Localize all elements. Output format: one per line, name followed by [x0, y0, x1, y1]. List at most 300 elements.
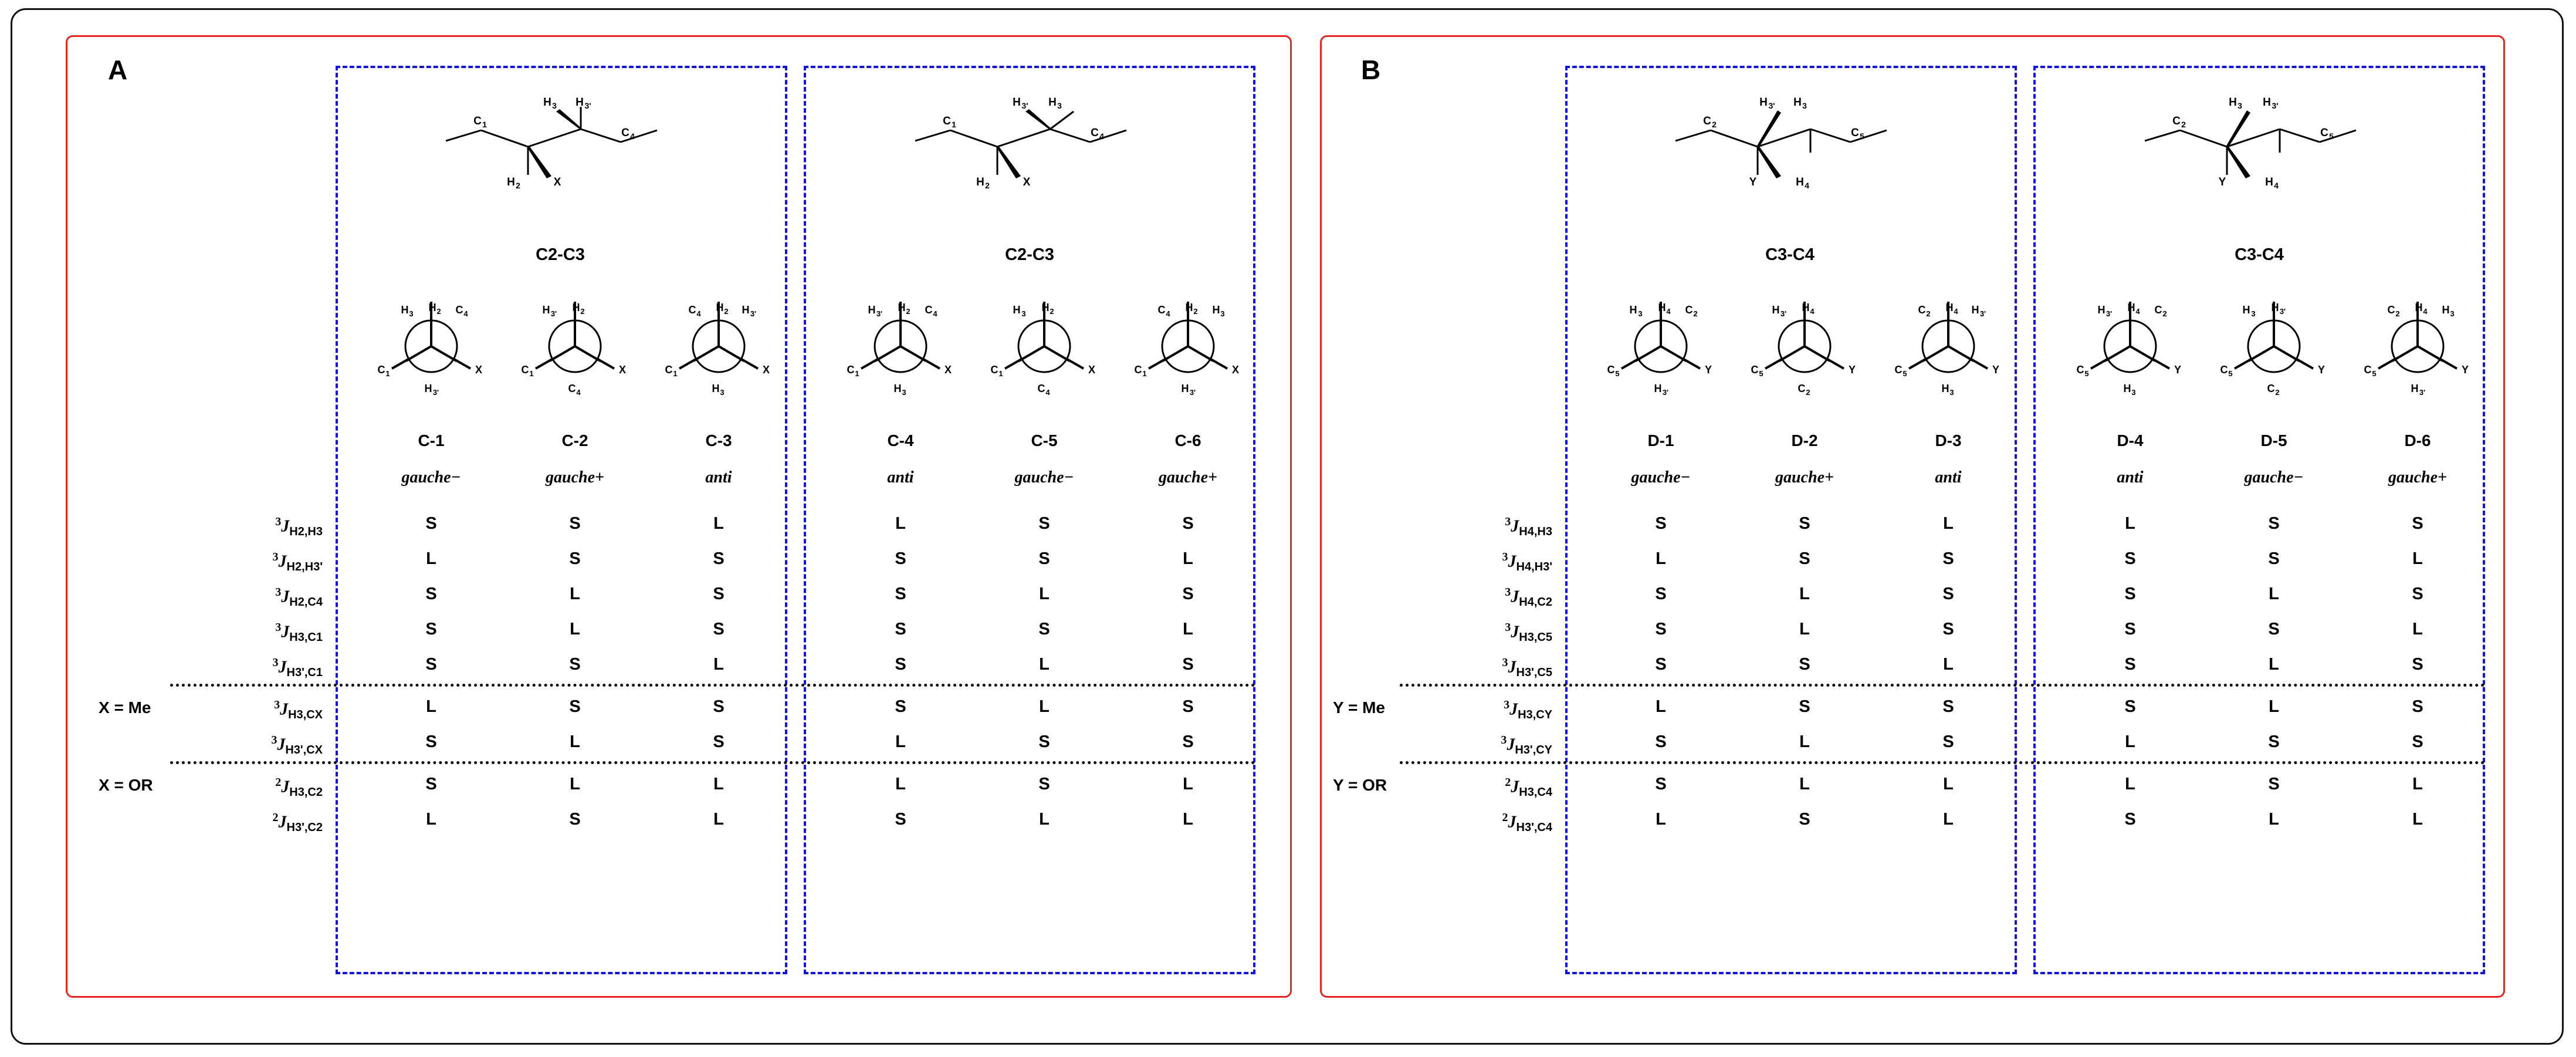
conformer-label-c-4: anti	[887, 468, 914, 487]
svg-text:4: 4	[1810, 307, 1815, 316]
svg-text:C: C	[1798, 383, 1806, 394]
cell-b-r3-c4: S	[2268, 620, 2280, 639]
column-header-d-6: D-6	[2404, 431, 2431, 450]
svg-text:3: 3	[2251, 309, 2256, 318]
svg-text:C: C	[1685, 304, 1693, 316]
column-header-c-3: C-3	[705, 431, 732, 450]
cell-b-r3-c1: L	[1799, 620, 1810, 639]
cell-b-r4-c4: L	[2269, 655, 2279, 674]
cell-b-r3-c3: S	[2124, 620, 2136, 639]
separator-a-2	[170, 761, 1255, 764]
svg-text:3: 3	[2238, 101, 2242, 110]
svg-text:2: 2	[1806, 388, 1810, 397]
svg-text:3: 3	[720, 388, 725, 397]
svg-text:1: 1	[855, 369, 859, 378]
cell-b-r5-c4: L	[2269, 697, 2279, 716]
conformer-label-c-6: gauche+	[1159, 468, 1217, 487]
row-label-a-0: $^3J_{H2,H3}$	[275, 515, 323, 538]
svg-text:H: H	[2442, 304, 2450, 316]
svg-text:C: C	[2154, 304, 2162, 316]
newman-projection-d-4	[2063, 293, 2198, 399]
cell-b-r3-c2: S	[1942, 620, 1954, 639]
cell-a-r7-c4: S	[1038, 775, 1050, 793]
svg-text:4: 4	[933, 309, 937, 318]
row-label-a-8: $^2J_{H3',C2}$	[272, 811, 323, 834]
svg-text:H: H	[716, 302, 724, 313]
svg-text:H: H	[1802, 302, 1810, 313]
conformer-label-d-4: anti	[2117, 468, 2144, 487]
cell-b-r0-c1: S	[1799, 514, 1810, 533]
cell-a-r6-c4: S	[1038, 732, 1050, 751]
svg-text:C: C	[847, 364, 855, 376]
svg-text:H: H	[1629, 304, 1637, 316]
svg-text:H: H	[1658, 302, 1666, 313]
svg-text:2: 2	[1712, 120, 1717, 129]
cell-a-r8-c0: L	[426, 810, 436, 829]
svg-text:2: 2	[1050, 307, 1054, 316]
svg-text:3': 3'	[1979, 309, 1986, 318]
separator-b-2	[1400, 761, 2485, 764]
svg-text:1: 1	[482, 120, 487, 129]
cell-a-r4-c3: S	[895, 655, 906, 674]
svg-text:H: H	[1793, 96, 1802, 109]
cell-b-r8-c3: S	[2124, 810, 2136, 829]
svg-text:H: H	[898, 302, 906, 313]
svg-text:2: 2	[906, 307, 910, 316]
cell-a-r5-c4: L	[1039, 697, 1050, 716]
svg-text:3: 3	[552, 101, 557, 110]
svg-text:Y: Y	[2174, 364, 2182, 376]
svg-text:C: C	[1037, 383, 1045, 394]
svg-text:C: C	[688, 304, 696, 316]
cell-b-r2-c2: S	[1942, 585, 1954, 603]
cell-a-r3-c0: S	[425, 620, 437, 639]
cell-b-r7-c2: L	[1943, 775, 1954, 793]
svg-text:H: H	[2097, 304, 2106, 316]
svg-text:3: 3	[2131, 388, 2136, 397]
svg-text:3: 3	[1220, 309, 1225, 318]
cell-b-r1-c3: S	[2124, 549, 2136, 568]
cell-a-r8-c5: L	[1183, 810, 1193, 829]
svg-text:Y: Y	[2461, 364, 2469, 376]
svg-text:H: H	[2415, 302, 2423, 313]
conformer-label-d-1: gauche−	[1631, 468, 1691, 487]
svg-text:H: H	[1796, 176, 1804, 188]
svg-text:Y: Y	[1749, 176, 1757, 188]
svg-text:C: C	[1703, 115, 1711, 127]
svg-text:4: 4	[1666, 307, 1671, 316]
cell-b-r5-c5: S	[2412, 697, 2423, 716]
row-label-a-5: $^3J_{H3,CX}$	[274, 698, 323, 721]
newman-projection-d-3	[1881, 293, 2016, 399]
cell-b-r1-c2: S	[1942, 549, 1954, 568]
svg-text:C: C	[2320, 127, 2328, 139]
svg-text:H: H	[2229, 96, 2237, 109]
cell-b-r4-c0: S	[1655, 655, 1667, 674]
cell-b-r2-c3: S	[2124, 585, 2136, 603]
svg-text:X: X	[475, 364, 483, 376]
svg-text:H: H	[428, 302, 436, 313]
column-header-d-4: D-4	[2117, 431, 2144, 450]
conformer-label-d-6: gauche+	[2388, 468, 2447, 487]
row-label-a-6: $^3J_{H3',CX}$	[271, 734, 323, 757]
cell-a-r8-c3: S	[895, 810, 906, 829]
svg-text:2: 2	[1926, 309, 1931, 318]
svg-text:4: 4	[576, 388, 581, 397]
svg-text:H: H	[2265, 176, 2273, 188]
cell-a-r3-c2: S	[713, 620, 725, 639]
row-label-b-2: $^3J_{H4,C2}$	[1505, 586, 1552, 609]
bond-label-b2: C3-C4	[2235, 245, 2284, 264]
cell-b-r6-c5: S	[2412, 732, 2423, 751]
cell-b-r7-c1: L	[1799, 775, 1810, 793]
svg-text:4: 4	[1166, 309, 1170, 318]
svg-text:Y: Y	[1704, 364, 1712, 376]
cell-b-r4-c3: S	[2124, 655, 2136, 674]
svg-text:C: C	[2267, 383, 2275, 394]
cell-b-r0-c4: S	[2268, 514, 2280, 533]
svg-text:2: 2	[1693, 309, 1698, 318]
cell-a-r7-c5: L	[1183, 775, 1193, 793]
svg-text:H: H	[1772, 304, 1780, 316]
svg-text:3': 3'	[2419, 388, 2426, 397]
cell-a-r2-c5: S	[1182, 585, 1194, 603]
svg-text:H: H	[507, 176, 515, 188]
svg-text:3': 3'	[750, 309, 757, 318]
cell-a-r4-c4: L	[1039, 655, 1050, 674]
cell-a-r2-c4: L	[1039, 585, 1050, 603]
svg-text:C: C	[2076, 364, 2084, 376]
conformer-label-c-2: gauche+	[546, 468, 604, 487]
cell-b-r7-c5: L	[2412, 775, 2423, 793]
cell-b-r2-c1: L	[1799, 585, 1810, 603]
svg-text:C: C	[2220, 364, 2228, 376]
group-label-b-me: Y = Me	[1333, 698, 1385, 717]
cell-b-r5-c3: S	[2124, 697, 2136, 716]
cell-a-r3-c4: S	[1038, 620, 1050, 639]
svg-text:C: C	[621, 127, 629, 139]
svg-text:C: C	[1751, 364, 1759, 376]
svg-text:5: 5	[1759, 369, 1763, 378]
svg-text:C: C	[2172, 115, 2181, 127]
svg-text:4: 4	[1045, 388, 1050, 397]
svg-text:H: H	[1013, 304, 1021, 316]
svg-text:C: C	[2387, 304, 2395, 316]
cell-a-r5-c1: S	[569, 697, 581, 716]
svg-text:H: H	[1941, 383, 1949, 394]
svg-text:3: 3	[902, 388, 906, 397]
group-label-b-or: Y = OR	[1333, 776, 1387, 794]
cell-a-r7-c0: S	[425, 775, 437, 793]
panel-b-letter: B	[1361, 55, 1381, 85]
svg-text:3': 3'	[1021, 101, 1028, 110]
cell-a-r8-c4: L	[1039, 810, 1050, 829]
column-header-c-4: C-4	[887, 431, 914, 450]
cell-b-r2-c5: S	[2412, 585, 2423, 603]
svg-text:C: C	[1134, 364, 1142, 376]
row-label-b-7: $^2J_{H3,C4}$	[1505, 776, 1552, 799]
cell-a-r1-c2: S	[713, 549, 725, 568]
panel-a-letter: A	[108, 55, 128, 85]
row-label-b-0: $^3J_{H4,H3}$	[1505, 515, 1552, 538]
svg-text:H: H	[1041, 302, 1050, 313]
row-label-b-3: $^3J_{H3,C5}$	[1505, 621, 1552, 644]
svg-text:C: C	[1607, 364, 1615, 376]
cell-a-r5-c2: S	[713, 697, 725, 716]
svg-text:5: 5	[1615, 369, 1620, 378]
svg-text:3: 3	[1057, 101, 1062, 110]
conformer-label-d-2: gauche+	[1775, 468, 1834, 487]
svg-text:2: 2	[2162, 309, 2167, 318]
svg-text:C: C	[521, 364, 529, 376]
cell-a-r3-c5: L	[1183, 620, 1193, 639]
svg-text:4: 4	[1954, 307, 1958, 316]
svg-text:H: H	[2411, 383, 2419, 394]
svg-text:3': 3'	[584, 101, 591, 110]
svg-text:H: H	[742, 304, 750, 316]
svg-text:3': 3'	[2279, 307, 2286, 316]
cell-b-r0-c0: S	[1655, 514, 1667, 533]
conformer-label-d-5: gauche−	[2244, 468, 2304, 487]
cell-b-r4-c5: S	[2412, 655, 2423, 674]
cell-b-r1-c5: L	[2412, 549, 2423, 568]
svg-text:H: H	[2242, 304, 2250, 316]
svg-text:H: H	[572, 302, 580, 313]
svg-text:2: 2	[2181, 120, 2186, 129]
svg-text:H: H	[868, 304, 876, 316]
cell-b-r2-c4: L	[2269, 585, 2279, 603]
newman-projection-c-6	[1121, 293, 1255, 399]
cell-b-r7-c0: S	[1655, 775, 1667, 793]
svg-text:X: X	[1023, 176, 1031, 188]
row-label-a-7: $^2J_{H3,C2}$	[275, 776, 323, 799]
svg-text:3: 3	[1021, 309, 1026, 318]
cell-a-r0-c2: L	[713, 514, 724, 533]
svg-text:4: 4	[2423, 307, 2428, 316]
cell-b-r0-c3: L	[2125, 514, 2135, 533]
svg-text:C: C	[2364, 364, 2372, 376]
svg-text:3': 3'	[2272, 101, 2279, 110]
svg-text:1: 1	[952, 120, 956, 129]
newman-projection-c-2	[507, 293, 642, 399]
newman-projection-d-5	[2206, 293, 2341, 399]
conformer-label-d-3: anti	[1935, 468, 1962, 487]
cell-b-r1-c4: S	[2268, 549, 2280, 568]
svg-text:1: 1	[385, 369, 390, 378]
cell-b-r7-c3: L	[2125, 775, 2135, 793]
row-label-b-8: $^2J_{H3',C4}$	[1502, 811, 1552, 834]
sawhorse-structure-b2	[2133, 88, 2385, 194]
cell-b-r5-c2: S	[1942, 697, 1954, 716]
newman-projection-d-2	[1737, 293, 1872, 399]
cell-a-r0-c5: S	[1182, 514, 1194, 533]
row-label-b-6: $^3J_{H3',CY}$	[1501, 734, 1552, 757]
svg-text:C: C	[1157, 304, 1166, 316]
svg-text:C: C	[1851, 127, 1859, 139]
cell-b-r0-c2: L	[1943, 514, 1954, 533]
svg-text:4: 4	[1805, 181, 1809, 190]
svg-text:4: 4	[1099, 131, 1104, 141]
newman-projection-c-5	[977, 293, 1112, 399]
cell-a-r0-c0: S	[425, 514, 437, 533]
svg-text:3': 3'	[1768, 101, 1775, 110]
row-label-a-3: $^3J_{H3,C1}$	[275, 621, 323, 644]
cell-b-r6-c2: S	[1942, 732, 1954, 751]
svg-text:3': 3'	[432, 388, 439, 397]
svg-text:H: H	[576, 96, 584, 109]
conformer-label-c-5: gauche−	[1014, 468, 1074, 487]
svg-text:4: 4	[630, 131, 635, 141]
svg-text:H: H	[1181, 383, 1189, 394]
cell-b-r5-c1: S	[1799, 697, 1810, 716]
row-label-b-1: $^3J_{H4,H3'}$	[1502, 551, 1552, 573]
column-header-c-6: C-6	[1174, 431, 1201, 450]
svg-text:2: 2	[2275, 388, 2280, 397]
svg-text:H: H	[1654, 383, 1662, 394]
svg-text:3': 3'	[550, 309, 557, 318]
column-header-c-5: C-5	[1031, 431, 1058, 450]
svg-text:H: H	[976, 176, 984, 188]
svg-text:H: H	[542, 304, 550, 316]
cell-b-r6-c0: S	[1655, 732, 1667, 751]
svg-text:C: C	[1918, 304, 1926, 316]
svg-text:X: X	[618, 364, 627, 376]
cell-a-r7-c1: L	[570, 775, 580, 793]
column-header-d-3: D-3	[1935, 431, 1962, 450]
svg-text:C: C	[925, 304, 933, 316]
cell-b-r7-c4: S	[2268, 775, 2280, 793]
svg-text:C: C	[1091, 127, 1099, 139]
cell-b-r3-c0: S	[1655, 620, 1667, 639]
svg-text:H: H	[401, 304, 409, 316]
cell-a-r6-c0: S	[425, 732, 437, 751]
cell-a-r6-c3: L	[895, 732, 906, 751]
svg-text:C: C	[665, 364, 673, 376]
svg-text:2: 2	[436, 307, 441, 316]
svg-text:3: 3	[1802, 101, 1807, 110]
svg-text:H: H	[1185, 302, 1193, 313]
svg-text:3': 3'	[2106, 309, 2113, 318]
svg-text:X: X	[1231, 364, 1240, 376]
svg-text:3': 3'	[876, 309, 883, 318]
svg-text:H: H	[893, 383, 902, 394]
cell-b-r8-c5: L	[2412, 810, 2423, 829]
cell-b-r3-c5: L	[2412, 620, 2423, 639]
svg-text:X: X	[944, 364, 952, 376]
svg-text:H: H	[1759, 96, 1768, 109]
newman-projection-c-1	[364, 293, 499, 399]
newman-projection-c-4	[833, 293, 968, 399]
svg-text:H: H	[712, 383, 720, 394]
cell-a-r6-c2: S	[713, 732, 725, 751]
column-header-d-1: D-1	[1647, 431, 1674, 450]
row-label-b-4: $^3J_{H3',C5}$	[1502, 656, 1552, 679]
svg-text:C: C	[1894, 364, 1903, 376]
cell-a-r8-c2: L	[713, 810, 724, 829]
cell-b-r1-c0: L	[1656, 549, 1666, 568]
svg-text:5: 5	[1903, 369, 1907, 378]
svg-text:5: 5	[2228, 369, 2233, 378]
svg-text:Y: Y	[2317, 364, 2325, 376]
svg-text:4: 4	[463, 309, 468, 318]
svg-text:4: 4	[696, 309, 701, 318]
svg-text:H: H	[1212, 304, 1220, 316]
row-label-a-2: $^3J_{H2,C4}$	[275, 586, 323, 609]
svg-text:H: H	[2271, 302, 2279, 313]
row-label-a-1: $^3J_{H2,H3'}$	[272, 551, 323, 573]
svg-text:5: 5	[2372, 369, 2377, 378]
cell-a-r4-c5: S	[1182, 655, 1194, 674]
svg-text:3': 3'	[1780, 309, 1787, 318]
svg-text:4: 4	[2274, 181, 2279, 190]
svg-text:H: H	[1013, 96, 1021, 109]
cell-b-r4-c2: L	[1943, 655, 1954, 674]
svg-text:C: C	[568, 383, 576, 394]
svg-text:3: 3	[409, 309, 414, 318]
svg-text:Y: Y	[1992, 364, 2000, 376]
svg-text:H: H	[1945, 302, 1954, 313]
cell-b-r2-c0: S	[1655, 585, 1667, 603]
svg-text:3': 3'	[1189, 388, 1196, 397]
conformer-label-c-3: anti	[705, 468, 732, 487]
svg-text:1: 1	[673, 369, 678, 378]
cell-a-r2-c1: L	[570, 585, 580, 603]
svg-text:H: H	[424, 383, 432, 394]
separator-a-1	[170, 684, 1255, 687]
svg-text:5: 5	[2084, 369, 2089, 378]
group-label-a-me: X = Me	[99, 698, 151, 717]
cell-a-r4-c2: L	[713, 655, 724, 674]
svg-text:2: 2	[985, 181, 990, 190]
cell-a-r2-c2: S	[713, 585, 725, 603]
group-label-a-or: X = OR	[99, 776, 153, 794]
column-header-d-2: D-2	[1791, 431, 1818, 450]
svg-text:1: 1	[1142, 369, 1147, 378]
svg-text:H: H	[2263, 96, 2271, 109]
svg-text:5: 5	[1860, 131, 1864, 141]
svg-text:X: X	[1088, 364, 1096, 376]
sawhorse-structure-a1	[434, 88, 686, 194]
cell-b-r8-c2: L	[1943, 810, 1954, 829]
svg-text:C: C	[943, 115, 951, 127]
bond-label-a2: C2-C3	[1005, 245, 1054, 264]
svg-text:2: 2	[516, 181, 520, 190]
cell-a-r8-c1: S	[569, 810, 581, 829]
row-label-b-5: $^3J_{H3,CY}$	[1504, 698, 1552, 721]
svg-text:H: H	[543, 96, 551, 109]
svg-text:Y: Y	[2218, 176, 2226, 188]
cell-b-r5-c0: L	[1656, 697, 1666, 716]
cell-a-r5-c5: S	[1182, 697, 1194, 716]
cell-a-r7-c3: L	[895, 775, 906, 793]
svg-text:C: C	[455, 304, 463, 316]
svg-text:C: C	[990, 364, 998, 376]
svg-text:H: H	[2123, 383, 2131, 394]
svg-text:X: X	[553, 176, 561, 188]
newman-projection-d-1	[1593, 293, 1728, 399]
cell-b-r6-c1: L	[1799, 732, 1810, 751]
cell-b-r1-c1: S	[1799, 549, 1810, 568]
svg-text:4: 4	[2135, 307, 2140, 316]
cell-b-r6-c4: S	[2268, 732, 2280, 751]
cell-a-r1-c4: S	[1038, 549, 1050, 568]
cell-b-r8-c4: L	[2269, 810, 2279, 829]
svg-text:3: 3	[1638, 309, 1643, 318]
cell-a-r3-c1: L	[570, 620, 580, 639]
cell-a-r6-c1: L	[570, 732, 580, 751]
separator-b-1	[1400, 684, 2485, 687]
cell-b-r8-c0: L	[1656, 810, 1666, 829]
